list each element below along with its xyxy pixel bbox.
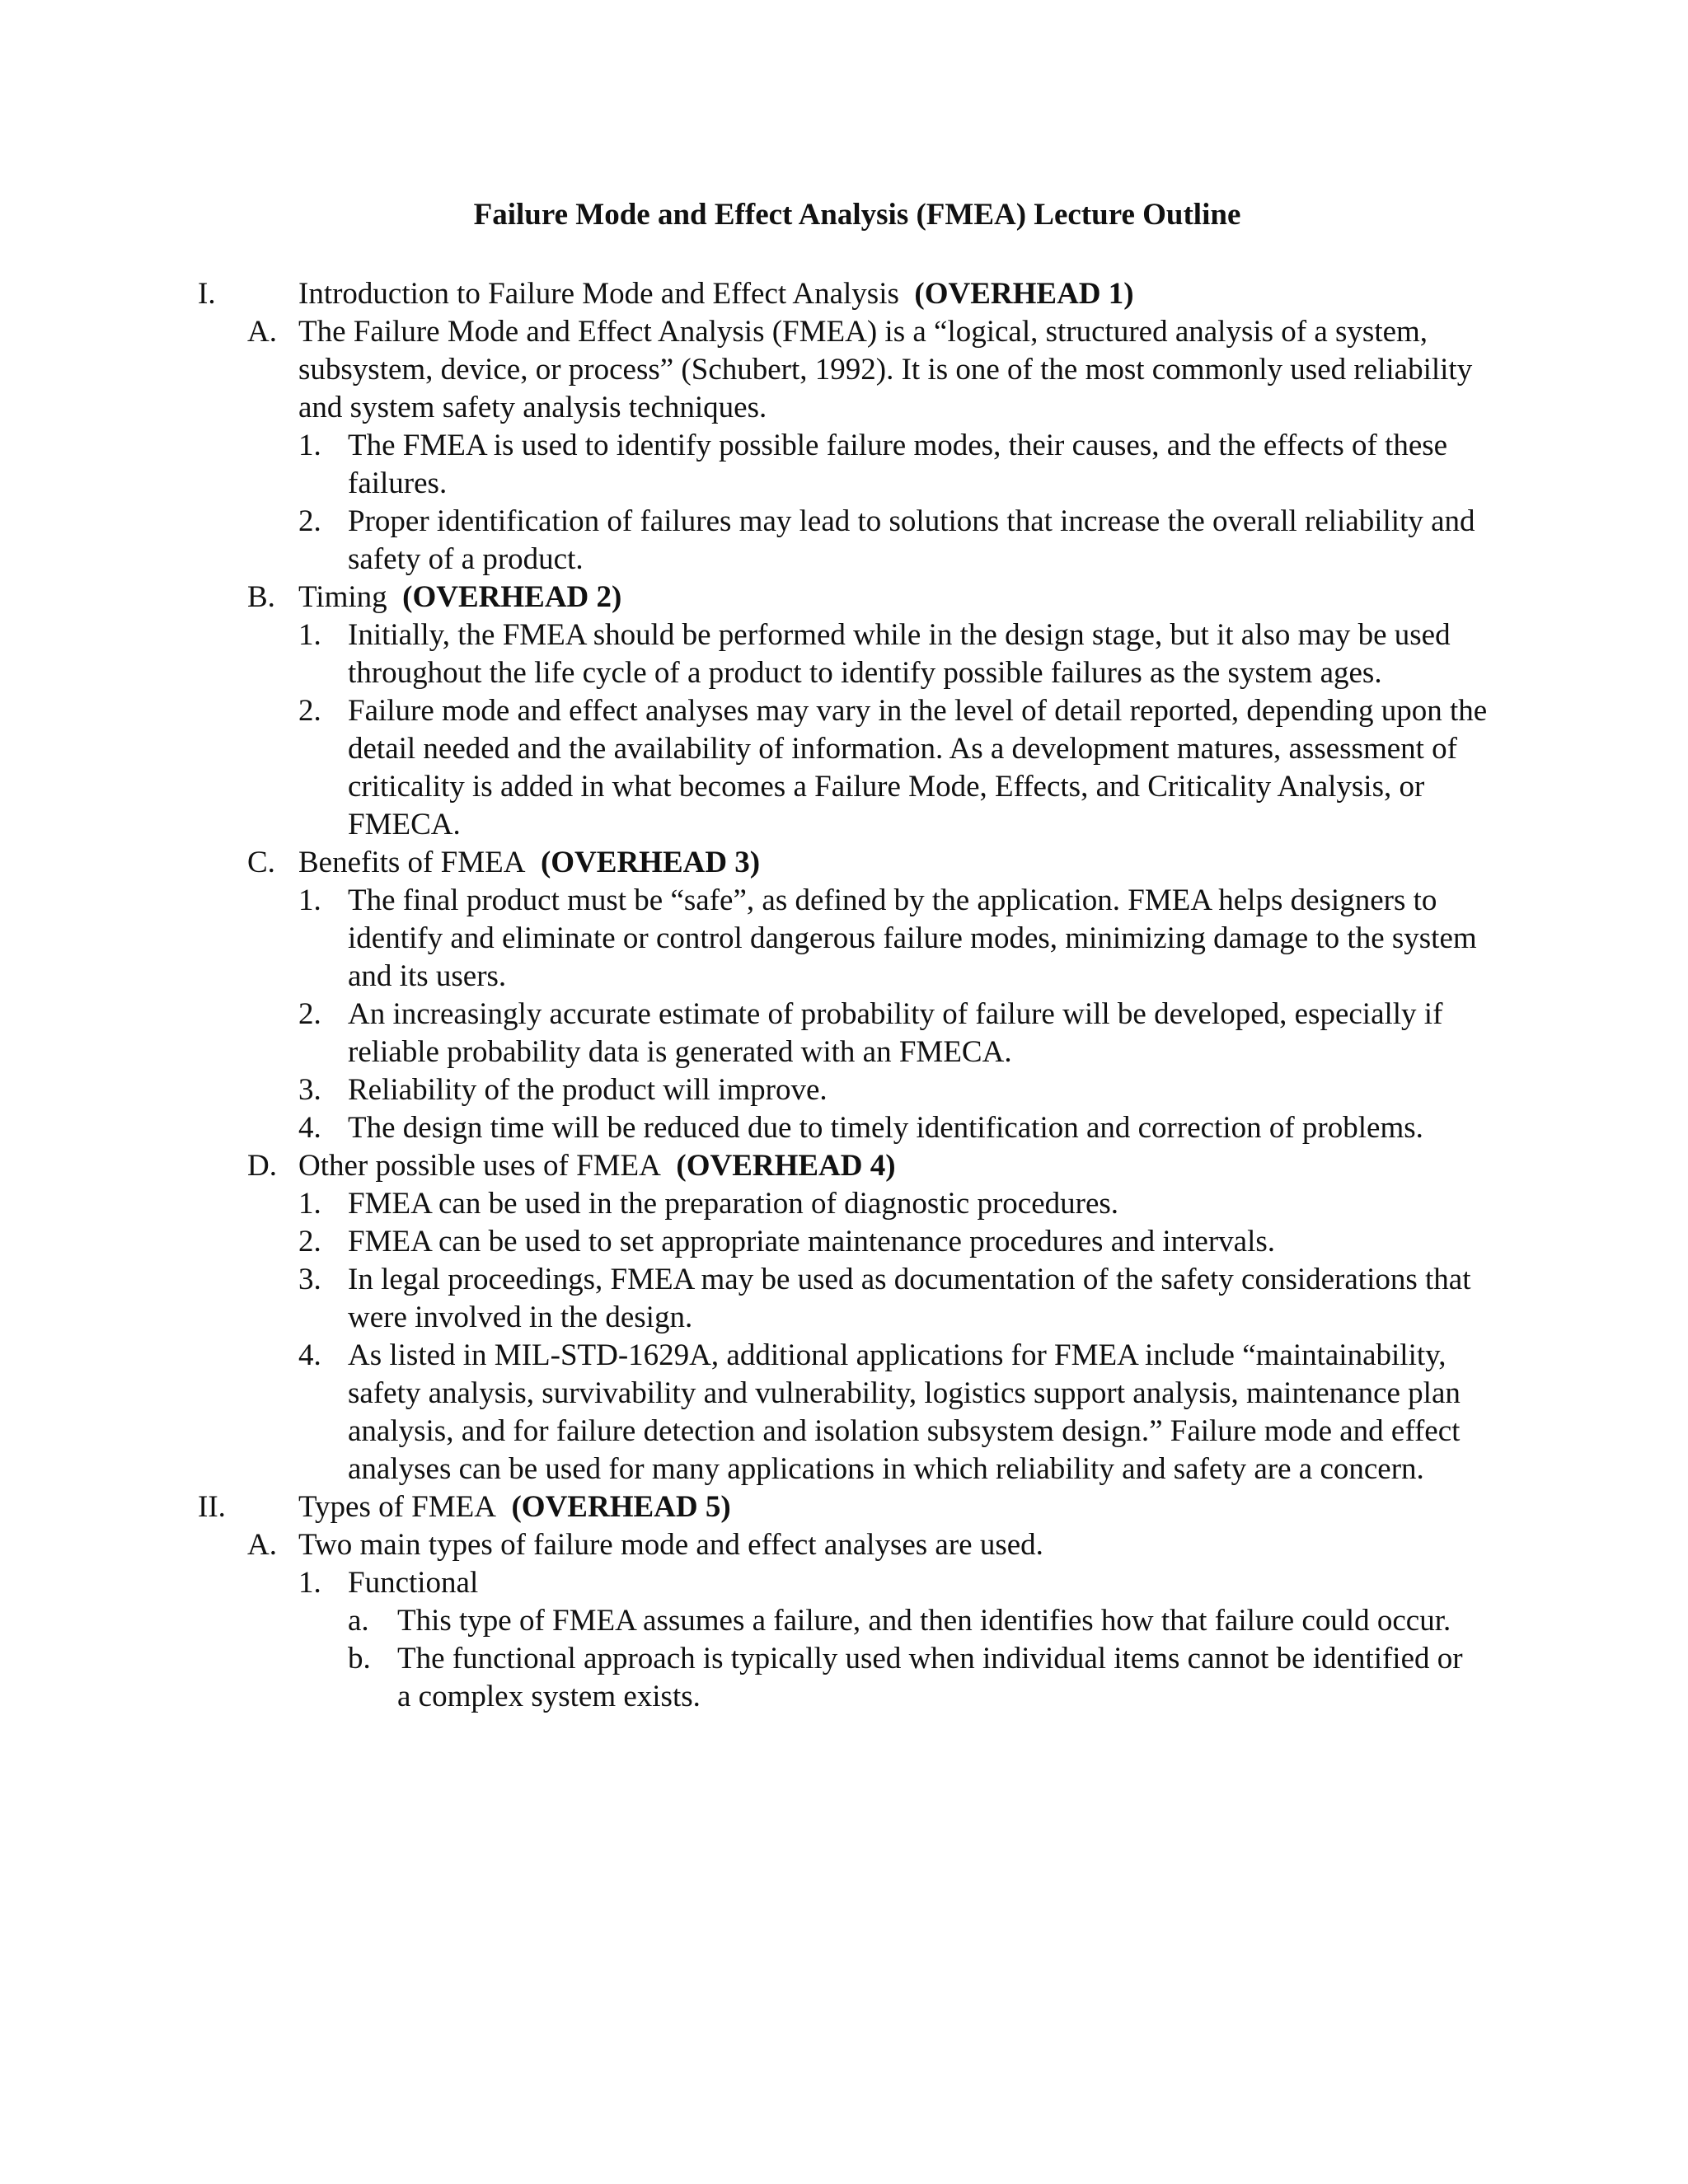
outline-text-body: In legal proceedings, FMEA may be used as documentation of the safety considerations that were involved in the design.: [348, 1263, 1471, 1334]
outline-text-body: This type of FMEA assumes a failure, and then identifies how that failure could occur.: [397, 1604, 1451, 1638]
outline-text-body: As listed in MIL-STD-1629A, additional applications for FMEA include “maintainability, safety analysis, survivability and vulnerability, logistics support analysis, maintenance plan analysis, and for failure detection and isolation subsystem design.” Failure mode and effect analyses can be used for many applications in which reliability and safety are a concern.: [348, 1338, 1461, 1486]
outline-item-level-2: [0, 1526, 1688, 1564]
outline-text-body: FMEA can be used to set appropriate maintenance procedures and intervals.: [348, 1225, 1276, 1258]
outline-text-body: Initially, the FMEA should be performed while in the design stage, but it also may be used throughout the life cycle of a product to identify possible failures as the system ages.: [348, 618, 1451, 690]
outline-text: [348, 616, 1518, 692]
outline-text-body: The functional approach is typically used when individual items cannot be identified or a complex system exists.: [397, 1642, 1463, 1713]
outline-marker: 4.: [298, 1338, 321, 1372]
overhead-tag: (OVERHEAD 3): [540, 846, 761, 879]
outline-item-level-3: [0, 1223, 1688, 1261]
outline-text-body: Two main types of failure mode and effect analyses are used.: [298, 1528, 1043, 1562]
outline-item-level-3: [0, 427, 1688, 503]
outline-text: [298, 1488, 1493, 1526]
outline-item-level-3: [0, 882, 1688, 996]
outline-marker: 2.: [298, 997, 321, 1031]
outline-text: [348, 1261, 1518, 1337]
outline-item-level-2: [0, 579, 1688, 616]
overhead-tag: (OVERHEAD 4): [676, 1149, 896, 1183]
outline-item-level-3: [0, 1564, 1688, 1602]
outline-item-level-3: [0, 503, 1688, 579]
outline-text-body: Timing: [298, 580, 387, 614]
outline-item-level-2: [0, 844, 1688, 882]
outline-text: [298, 1147, 1510, 1185]
outline-marker: a.: [348, 1604, 369, 1638]
outline-marker: I.: [198, 277, 216, 311]
outline-item-level-2: [0, 313, 1688, 427]
outline-text-body: Failure mode and effect analyses may vary in the level of detail reported, depending upon the detail needed and the availability of information. As a development matures, assessment of criticality is added in what becomes a Failure Mode, Effects, and Criticality Analysis, or FMECA.: [348, 694, 1488, 841]
outline-marker: C.: [247, 846, 275, 879]
outline-text-body: Other possible uses of FMEA: [298, 1149, 661, 1183]
outline-marker: 2.: [298, 1225, 321, 1258]
outline-text-body: Introduction to Failure Mode and Effect Analysis: [298, 277, 899, 311]
overhead-tag: (OVERHEAD 1): [914, 277, 1134, 311]
outline-text-body: Types of FMEA: [298, 1490, 496, 1524]
outline-item-level-1: [0, 1488, 1688, 1526]
lecture-outline: [0, 275, 1688, 1716]
document-title: Failure Mode and Effect Analysis (FMEA) Lecture Outline: [473, 198, 1241, 232]
outline-text: [348, 1071, 1518, 1109]
outline-text-body: FMEA can be used in the preparation of diagnostic procedures.: [348, 1187, 1119, 1221]
outline-item-level-3: [0, 1185, 1688, 1223]
outline-marker: 2.: [298, 504, 321, 538]
outline-text: [348, 996, 1518, 1071]
outline-text-body: The design time will be reduced due to timely identification and correction of problems.: [348, 1111, 1423, 1145]
outline-text-body: The Failure Mode and Effect Analysis (FMEA) is a “logical, structured analysis of a system, subsystem, device, or process” (Schubert, 1992). It is one of the most commonly used reliability and system safety analysis techniques.: [298, 315, 1473, 424]
outline-marker: A.: [247, 1528, 277, 1562]
outline-item-level-4: [0, 1602, 1688, 1640]
outline-text: [348, 1337, 1518, 1488]
outline-text: [348, 1564, 1518, 1602]
outline-item-level-3: [0, 616, 1688, 692]
outline-item-level-3: [0, 996, 1688, 1071]
outline-text-body: Functional: [348, 1566, 479, 1600]
outline-marker: 1.: [298, 1187, 321, 1221]
outline-item-level-3: [0, 1109, 1688, 1147]
outline-marker: 3.: [298, 1263, 321, 1296]
outline-marker: D.: [247, 1149, 277, 1183]
outline-item-level-2: [0, 1147, 1688, 1185]
outline-text: [298, 579, 1510, 616]
overhead-tag: (OVERHEAD 5): [511, 1490, 731, 1524]
outline-item-level-3: [0, 1071, 1688, 1109]
outline-text: [298, 313, 1510, 427]
outline-text: [348, 1109, 1518, 1147]
outline-text: [348, 1185, 1518, 1223]
outline-text-body: The final product must be “safe”, as defined by the application. FMEA helps designers to identify and eliminate or control dangerous failure modes, minimizing damage to the system and its users.: [348, 883, 1477, 993]
outline-marker: 1.: [298, 429, 321, 462]
outline-marker: 4.: [298, 1111, 321, 1145]
outline-text-body: An increasingly accurate estimate of probability of failure will be developed, especially if reliable probability data is generated with an FMECA.: [348, 997, 1443, 1069]
outline-text: [348, 427, 1518, 503]
outline-text: [348, 1223, 1518, 1261]
outline-text-body: Benefits of FMEA: [298, 846, 526, 879]
outline-item-level-3: [0, 1337, 1688, 1488]
outline-marker: II.: [198, 1490, 226, 1524]
overhead-tag: (OVERHEAD 2): [402, 580, 622, 614]
outline-text: [348, 882, 1518, 996]
outline-item-level-4: [0, 1640, 1688, 1716]
outline-text: [348, 503, 1518, 579]
outline-marker: 2.: [298, 694, 321, 728]
outline-text-body: The FMEA is used to identify possible failure modes, their causes, and the effects of these failures.: [348, 429, 1448, 500]
outline-text: [348, 692, 1518, 844]
outline-marker: B.: [247, 580, 275, 614]
outline-text: [298, 1526, 1510, 1564]
outline-item-level-1: [0, 275, 1688, 313]
outline-text: [397, 1602, 1469, 1640]
outline-item-level-3: [0, 692, 1688, 844]
outline-text-body: Proper identification of failures may lead to solutions that increase the overall reliability and safety of a product.: [348, 504, 1475, 576]
outline-marker: 1.: [298, 1566, 321, 1600]
outline-marker: 1.: [298, 618, 321, 652]
outline-item-level-3: [0, 1261, 1688, 1337]
outline-marker: A.: [247, 315, 277, 349]
outline-marker: b.: [348, 1642, 371, 1675]
outline-marker: 3.: [298, 1073, 321, 1107]
outline-text: [298, 844, 1510, 882]
outline-text-body: Reliability of the product will improve.: [348, 1073, 828, 1107]
outline-text: [298, 275, 1493, 313]
outline-marker: 1.: [298, 883, 321, 917]
outline-text: [397, 1640, 1469, 1716]
